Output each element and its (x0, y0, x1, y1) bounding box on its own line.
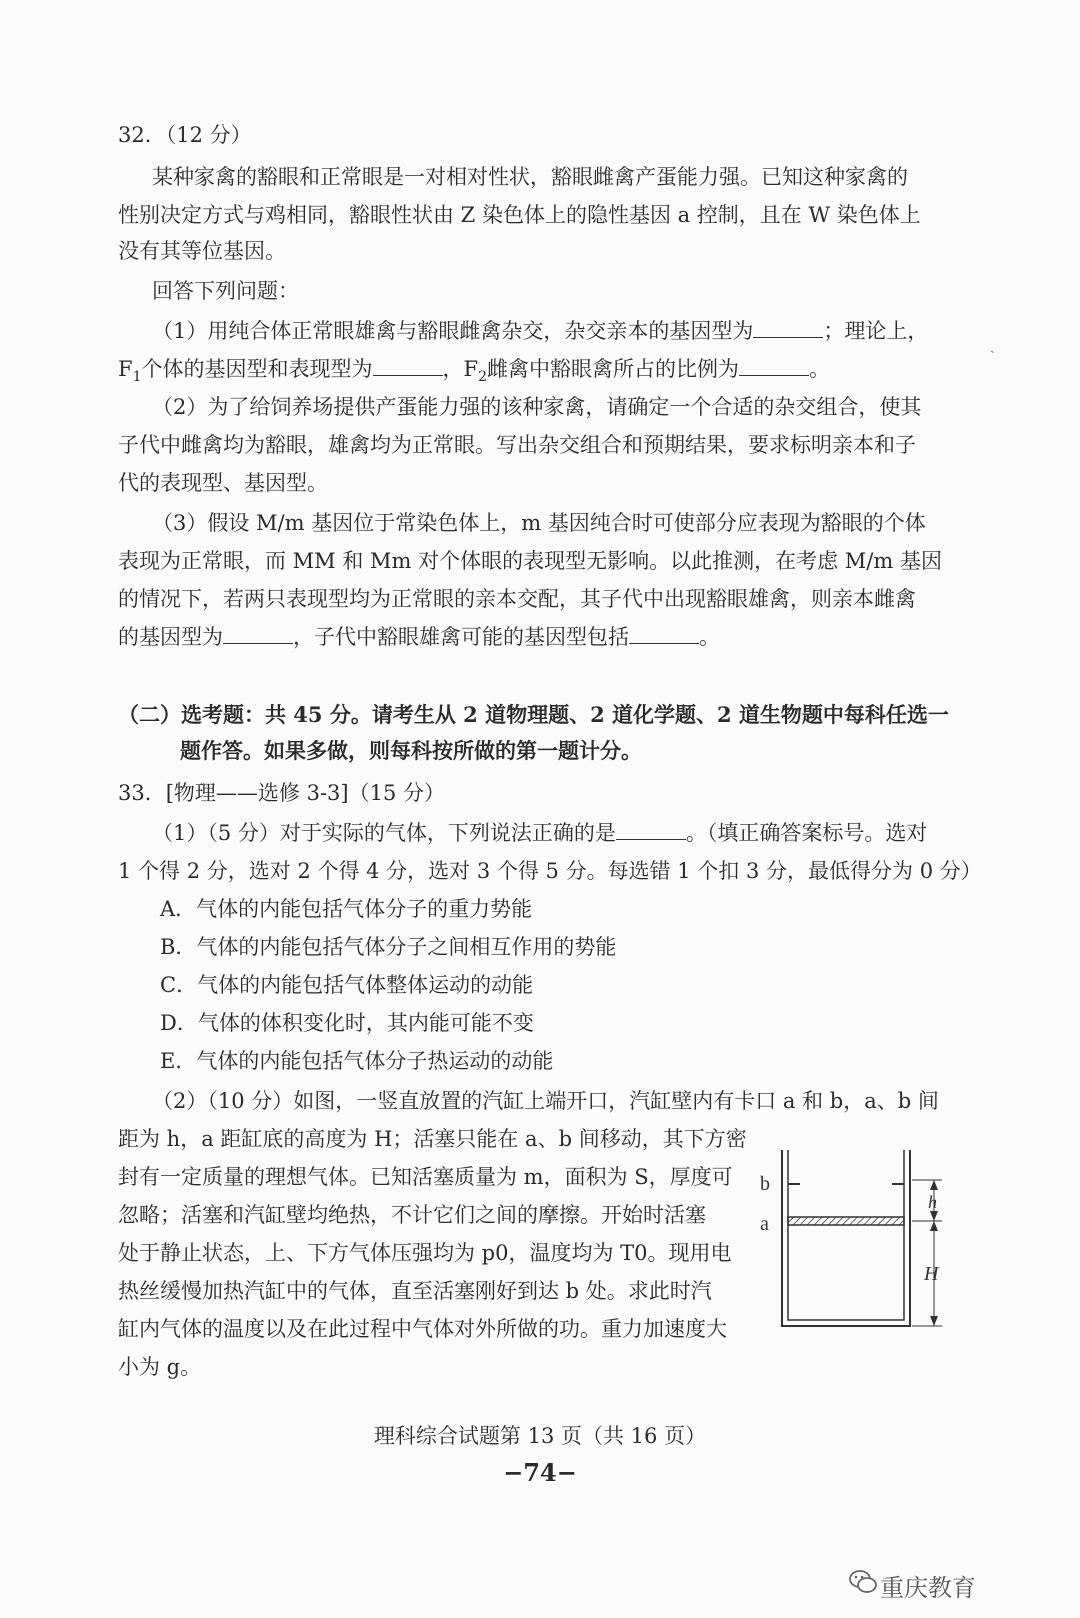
option-e: E．气体的内能包括气体分子热运动的动能 (160, 1049, 554, 1073)
q32-part3-line2: 表现为正常眼，而 MM 和 Mm 对个体眼的表现型无影响。以此推测，在考虑 M/m 基因 (118, 549, 942, 573)
q33-part2-line5: 处于静止状态，上、下方气体压强均为 p0，温度均为 T0。现用电 (118, 1241, 732, 1265)
q32-intro-2: 性别决定方式与鸡相同，豁眼性状由 Z 染色体上的隐性基因 a 控制，且在 W 染色体上 (118, 203, 921, 227)
piston (788, 1217, 904, 1225)
cylinder-figure (750, 1140, 980, 1350)
q33-part2-line3: 封有一定质量的理想气体。已知活塞质量为 m，面积为 S，厚度可 (118, 1165, 733, 1189)
q32-part3-text-b: ，子代中豁眼雄禽可能的基因型包括 (293, 625, 629, 649)
q33-part2-line8: 小为 g。 (118, 1355, 202, 1379)
stray-mark: ˎ (990, 338, 995, 354)
q32-part2-line3: 代的表现型、基因型。 (118, 471, 328, 495)
watermark-text: 重庆教育 (880, 1574, 976, 1602)
cylinder-wall (782, 1150, 910, 1326)
q32-part1-text-a: （1）用纯合体正常眼雄禽与豁眼雌禽杂交，杂交亲本的基因型为 (152, 319, 754, 343)
option-b: B．气体的内能包括气体分子之间相互作用的势能 (160, 935, 617, 959)
q32-part1-comma: ， (442, 357, 464, 381)
q32-part3-end: 。 (699, 625, 720, 649)
q33-part2-line7: 缸内气体的温度以及在此过程中气体对外所做的功。重力加速度大 (118, 1317, 727, 1341)
page-info: 理科综合试题第 13 页（共 16 页） (373, 1424, 707, 1448)
symbol-F: F (118, 357, 133, 381)
option-c: C．气体的内能包括气体整体运动的动能 (160, 973, 534, 997)
section2-line1: （二）选考题：共 45 分。请考生从 2 道物理题、2 道化学题、2 道生物题中每科任选一 (118, 702, 949, 727)
section2-line2: 题作答。如果多做，则每科按所做的第一题计分。 (180, 738, 642, 763)
wechat-icon (848, 1568, 878, 1596)
option-d: D．气体的体积变化时，其内能可能不变 (160, 1011, 534, 1035)
answer-blank (753, 319, 823, 338)
q32-part1-text-c: 个体的基因型和表现型为 (141, 357, 373, 381)
q33-part1-line2: 1 个得 2 分，选对 2 个得 4 分，选对 3 个得 5 分。每选错 1 个扣 3 分，最低得分为 0 分） (118, 859, 982, 883)
subscript-1: 1 (132, 369, 142, 386)
q32-intro-1: 某种家禽的豁眼和正常眼是一对相对性状，豁眼雌禽产蛋能力强。已知这种家禽的 (152, 165, 908, 189)
subscript-2: 2 (478, 369, 487, 386)
symbol-F: F (463, 357, 479, 381)
q33-part2-line2: 距为 h，a 距缸底的高度为 H；活塞只能在 a、b 间移动，其下方密 (118, 1127, 747, 1151)
label-a: a (760, 1213, 769, 1235)
q33-part2-line1: （2）（10 分）如图，一竖直放置的汽缸上端开口，汽缸壁内有卡口 a 和 b，a、b 间 (152, 1089, 939, 1113)
q32-part3-line3: 的情况下，若两只表现型均为正常眼的亲本交配，其子代中出现豁眼雄禽，则亲本雌禽 (118, 587, 916, 611)
q32-header: 32．（12 分） (118, 123, 252, 147)
q32-prompt: 回答下列问题： (152, 279, 299, 303)
cylinder-inner-wall (788, 1150, 904, 1320)
q33-part2-line4: 忽略；活塞和汽缸壁均绝热，不计它们之间的摩擦。开始时活塞 (118, 1203, 706, 1227)
answer-blank (223, 625, 293, 644)
q32-part3-line1: （3）假设 M/m 基因位于常染色体上，m 基因纯合时可使部分应表现为豁眼的个体 (152, 511, 926, 535)
q32-part1-line1 (152, 316, 928, 346)
q33-part2-line6: 热丝缓慢加热汽缸中的气体，直至活塞刚好到达 b 处。求此时汽 (118, 1279, 712, 1303)
q33-header: 33．[物理——选修 3-3]（15 分） (118, 781, 445, 805)
answer-blank (739, 357, 809, 376)
label-h: h (928, 1192, 937, 1212)
q32-part1-text-b: ；理论上， (823, 319, 929, 343)
q32-part2-line1: （2）为了给饲养场提供产蛋能力强的该种家禽，请确定一个合适的杂交组合，使其 (152, 395, 922, 419)
answer-blank (373, 357, 443, 376)
page-number: −74− (503, 1458, 577, 1487)
answer-blank (629, 625, 699, 644)
q32-part1-text-d: 雌禽中豁眼禽所占的比例为 (487, 357, 739, 381)
q32-part3-text-a: 的基因型为 (118, 625, 223, 649)
q32-intro-3: 没有其等位基因。 (118, 239, 286, 263)
label-H: H (924, 1263, 939, 1285)
label-b: b (760, 1173, 770, 1195)
answer-blank (616, 821, 686, 840)
q33-part1-text-a: （1）（5 分）对于实际的气体，下列说法正确的是 (152, 821, 616, 845)
q33-part1-text-b: 。（填正确答案标号。选对 (685, 821, 928, 845)
q32-part3-line4 (118, 622, 720, 652)
q32-part1-end: 。 (809, 357, 830, 381)
q32-part2-line2: 子代中雌禽均为豁眼，雄禽均为正常眼。写出杂交组合和预期结果，要求标明亲本和子 (118, 433, 916, 457)
q33-part1-line1 (152, 818, 927, 848)
q32-part1-line2 (118, 354, 830, 392)
option-a: A．气体的内能包括气体分子的重力势能 (160, 897, 533, 921)
